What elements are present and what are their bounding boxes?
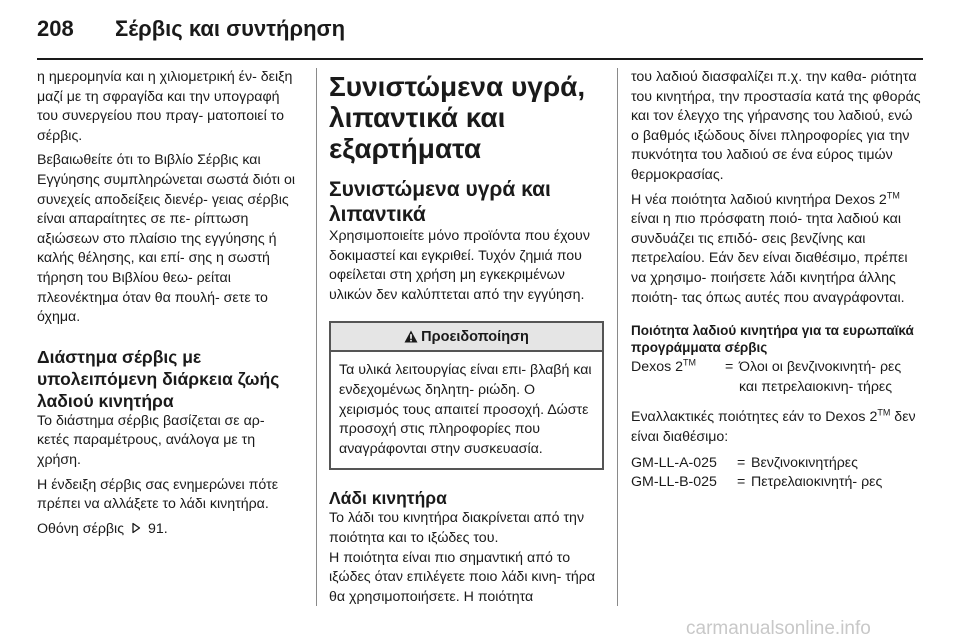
column-divider	[316, 68, 317, 606]
column-divider	[617, 68, 618, 606]
equals-sign: =	[737, 454, 746, 471]
equals-sign: =	[725, 359, 734, 376]
arrow-reference-icon	[130, 522, 142, 534]
paragraph: Η ποιότητα είναι πιο σημαντική από το ιξώδες όταν επιλέγετε ποιο λάδι κινη- τήρα θα χρησιμοποιήσετε. Η ποιότητα	[329, 549, 596, 605]
equals-sign: =	[737, 474, 746, 491]
fluids-subtitle: Συνιστώμενα υγρά και λιπαντικά	[329, 178, 551, 226]
engine-oil-heading: Λάδι κινητήρα	[329, 488, 447, 509]
column-right	[631, 68, 921, 493]
oil-spec-row	[631, 358, 921, 397]
oil-spec-value: Βενζινοκινητήρες	[751, 454, 858, 471]
warning-box	[329, 321, 604, 470]
trademark: TM	[886, 189, 900, 200]
oil-spec-key: GM-LL-A-025	[631, 454, 717, 471]
service-interval-heading: Διάστημα σέρβις με υπολειπόμενη διάρκεια ζωής λαδιού κινητήρα	[37, 346, 280, 411]
paragraph: Το διάστημα σέρβις βασίζεται σε αρ- κετές παραμέτρους, ανάλογα με τη χρήση.	[37, 412, 265, 468]
paragraph: Βεβαιωθείτε ότι το Βιβλίο Σέρβις και Εγγύησης συμπληρώνεται σωστά διότι οι συνεχείς αποδείξεις διενέρ- γειας σέρβις είναι απαραίτητες σε πε- ρίπτωση αξιώσεων στο πλαίσιο της εγγύησης ή καλής θέλησης, και επί- σης η σωστή τήρηση του Βιβλίου θεω- ρείται πλεονέκτημα όταν θα πουλή- σετε το όχημα.	[37, 152, 296, 326]
paragraph	[631, 191, 921, 309]
service-display-reference[interactable]	[37, 520, 300, 540]
warning-body	[331, 352, 602, 468]
paragraph: Εναλλακτικές ποιότητες εάν το Dexos 2™ δεν είναι διαθέσιμο:	[631, 407, 916, 445]
paragraph: του λαδιού διασφαλίζει π.χ. την καθα- ριότητα του κινητήρα, την προστασία κατά της φθοράς και τον έλεγχο της γήρανσης του λαδιού, ενώ ο βαθμός ιξώδους δίνει πληροφορίες για την πυκνότητα του λαδιού σε ένα εύρος τιμών θερμοκρασίας.	[631, 69, 921, 183]
section-title: Σέρβις και συντήρηση	[115, 16, 346, 41]
oil-spec-row	[631, 454, 921, 474]
paragraph: η ημερομηνία και η χιλιομετρική έν- δειξη μαζί με τη σφραγίδα και την υπογραφή του συνεργείου που πραγ- ματοποιεί το σέρβις.	[37, 69, 293, 144]
reference-text: Οθόνη σέρβις	[37, 520, 125, 537]
column-left	[37, 68, 300, 539]
page-number: 208	[37, 16, 74, 41]
warning-triangle-icon	[404, 330, 418, 343]
header-divider	[37, 58, 923, 60]
paragraph: Η ένδειξη σέρβις σας ενημερώνει πότε πρέπει να αλλάξετε το λάδι κινητήρα.	[37, 476, 279, 513]
oil-spec-row	[631, 473, 921, 493]
fluids-title: Συνιστώμενα υγρά, λιπαντικά και εξαρτήματα	[329, 71, 586, 164]
column-middle	[329, 68, 604, 607]
oil-spec-value: Πετρελαιοκινητή- ρες	[751, 474, 883, 491]
warning-title: Προειδοποίηση	[421, 328, 529, 345]
reference-page: 91.	[147, 520, 168, 537]
oil-spec-key: Dexos 2™	[631, 357, 697, 376]
paragraph: Το λάδι του κινητήρα διακρίνεται από την ποιότητα και το ιξώδες του.	[329, 510, 585, 546]
oil-spec-key: GM-LL-B-025	[631, 474, 717, 491]
watermark: carmanualsonline.info	[686, 618, 871, 639]
oil-quality-heading: Ποιότητα λαδιού κινητήρα για τα ευρωπαϊκά προγράμματα σέρβις	[631, 323, 914, 356]
warning-header	[331, 323, 602, 352]
dexos-text-cont: είναι η πιο πρόσφατη ποιό- τητα λαδιού και συνδυάζει τις επιδό- σεις βενζίνης και πετρελαίου. Εάν δεν είναι διαθέσιμο, πρέπει να χρησιμο- ποιήσετε λάδι κινητήρα άλλης ποιότη- τας όπως αυτές που αναγράφονται.	[631, 211, 908, 306]
warning-text: Τα υλικά λειτουργίας είναι επι- βλαβή και ενδεχομένως δηλητη- ριώδη. Ο χειρισμός τους απαιτεί προσοχή. Δώστε προσοχή στις πληροφορίες που αναγράφονται στην συσκευασία.	[339, 362, 592, 457]
oil-spec-value: Όλοι οι βενζινοκινητή- ρες και πετρελαιοκινη- τήρες	[739, 359, 902, 395]
dexos-text: Η νέα ποιότητα λαδιού κινητήρα Dexos 2	[631, 191, 887, 208]
paragraph: Χρησιμοποιείτε μόνο προϊόντα που έχουν δοκιμαστεί και εγκριθεί. Τυχόν ζημιά που οφείλεται στη χρήση μη εγκεκριμένων υλικών δεν καλύπτεται από την εγγύηση.	[329, 228, 590, 303]
